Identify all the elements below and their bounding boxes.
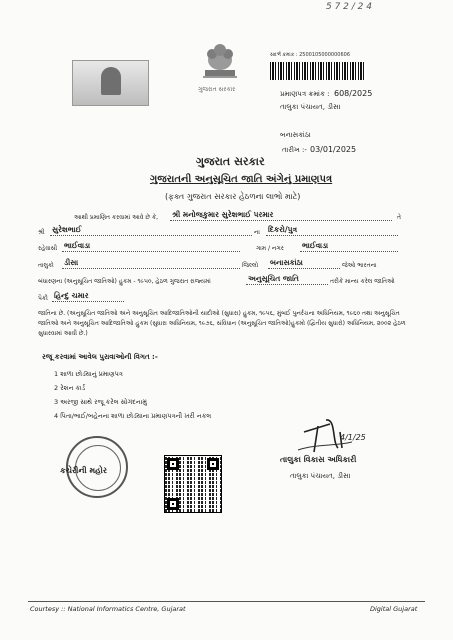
- government-title: ગુજરાત સરકાર: [196, 155, 265, 168]
- officer-office: તાલુકા પંચાયત, ડીસા: [290, 472, 351, 480]
- certify-prefix: આથી પ્રમાણિત કરવામાં આવે છે કે,: [74, 214, 159, 221]
- date-label: તારીખ :-: [282, 146, 307, 154]
- father-name: સુરેશભાઈ: [50, 225, 252, 236]
- person-icon: [101, 67, 121, 95]
- area-label: રહેવાસી: [38, 245, 58, 252]
- barcode: [270, 62, 366, 80]
- officer-title: તાલુકા વિકાસ અધિકારી: [280, 455, 357, 464]
- taluka-label: તાલુકો: [38, 262, 54, 269]
- legal-paragraph: જાતિના છે. (અનુસૂચિત જાતિઓ અને અનુસૂચિત આદિજાતિઓની યાદીઓ (સુધારા) હુકમ, ૧૯૫૬, મુંબઈ પુનર્રચના અધિનિયમ, ૧૯૬૦ તથા અનુસૂચિત જાતિઓ અને અનુસૂચિત આદિજાતિઓ હુકમ (સુધારા અધિનિયમ, ૧૯૭૬, સંવિધાન (અનુસૂચિત જાતિઓ)હુકમો (દ્વિતીય સુધારો) અધિનિયમ, ૨૦૦૨ હેઠળ સુધારવામાં આવી છે.): [38, 310, 406, 337]
- certificate-no: 608/2025: [334, 89, 373, 98]
- village-label: ગામ / નગર: [256, 245, 284, 252]
- taluka-value: ડીસા: [62, 258, 240, 269]
- area-value: ભાઈવાડા: [62, 241, 240, 252]
- qr-code: [164, 455, 222, 513]
- emblem-caption: ગુજરાત સરકાર: [198, 86, 236, 93]
- document-item: 2 રેશન કાર્ડ: [54, 384, 86, 392]
- district-label: જિલ્લો: [242, 262, 259, 269]
- office-header: તાલુકા પંચાયત, ડીસા: [280, 103, 341, 111]
- suffix-te: તે: [397, 214, 401, 221]
- applicant-name: શ્રી મનોજકુમાર સુરેશભાઈ પરમાર: [170, 210, 392, 221]
- district-header: બનાસકાંઠા: [280, 131, 311, 139]
- document-item: 1 શાળા છોડ્યાનું પ્રમાણપત્ર: [54, 370, 123, 378]
- certificate-no-label: પ્રમાણપત્ર ક્રમાંક :: [280, 90, 330, 98]
- relation: દિકરો/પુત્ર: [266, 225, 398, 236]
- order-suffix: તરીકે માન્ય કરેલ જાતિઓ: [330, 278, 395, 285]
- signature-date: 4/1/25: [340, 433, 366, 442]
- national-emblem-icon: [199, 40, 241, 84]
- caste-value: હિન્દુ ચમાર: [52, 291, 124, 302]
- digital-gujarat-logo: [72, 60, 149, 106]
- document-item: 3 અરજી સાથે રજૂ કરેલ સોગંદનામું: [54, 398, 147, 406]
- category-value: અનુસૂચિત જાતિ: [246, 274, 328, 285]
- issue-date: 03/01/2025: [310, 145, 357, 154]
- footer-divider: [28, 601, 425, 602]
- barcode-number: સંદર્ભ ક્રમાંક : 2500105000000606: [270, 52, 351, 58]
- order-text: બંધારણના (અનુસૂચિત જાતિઓ) હુકમ - ૧૯૫૦, હેઠળ ગુજરાત રાજ્યમાં: [38, 278, 211, 285]
- shri-label: શ્રી: [38, 229, 45, 236]
- footer-courtesy: Courtesy :: National Informatics Centre, Gujarat: [30, 605, 186, 613]
- state-label: જેઓ ભારતના: [342, 262, 377, 269]
- handwritten-number: 5 7 2 / 2 4: [326, 2, 372, 12]
- certificate-title: ગુજરાતની અનુસૂચિત જાતિ અંગેનું પ્રમાણપત્ર: [150, 174, 333, 185]
- document-item: 4 પિતા/ભાઈ/બહેનના શાળા છોડ્યાના પ્રમાણપત્રની ખરી નકલ: [54, 412, 212, 420]
- district-value: બનાસકાંઠા: [268, 258, 340, 269]
- seal-text: કચેરીની મહોર: [60, 466, 107, 475]
- village-value: ભાઈવાડા: [300, 241, 398, 252]
- na-label: ના: [254, 229, 260, 236]
- certificate-subtitle: (ફક્ત ગુજરાત સરકાર હેઠળના લાભો માટે): [165, 192, 301, 201]
- caste-prefix: પૈકી: [38, 295, 48, 302]
- footer-brand: Digital Gujarat: [370, 605, 418, 613]
- documents-heading: રજૂ કરવામાં આવેલ પુરાવાઓની વિગત :-: [42, 353, 158, 361]
